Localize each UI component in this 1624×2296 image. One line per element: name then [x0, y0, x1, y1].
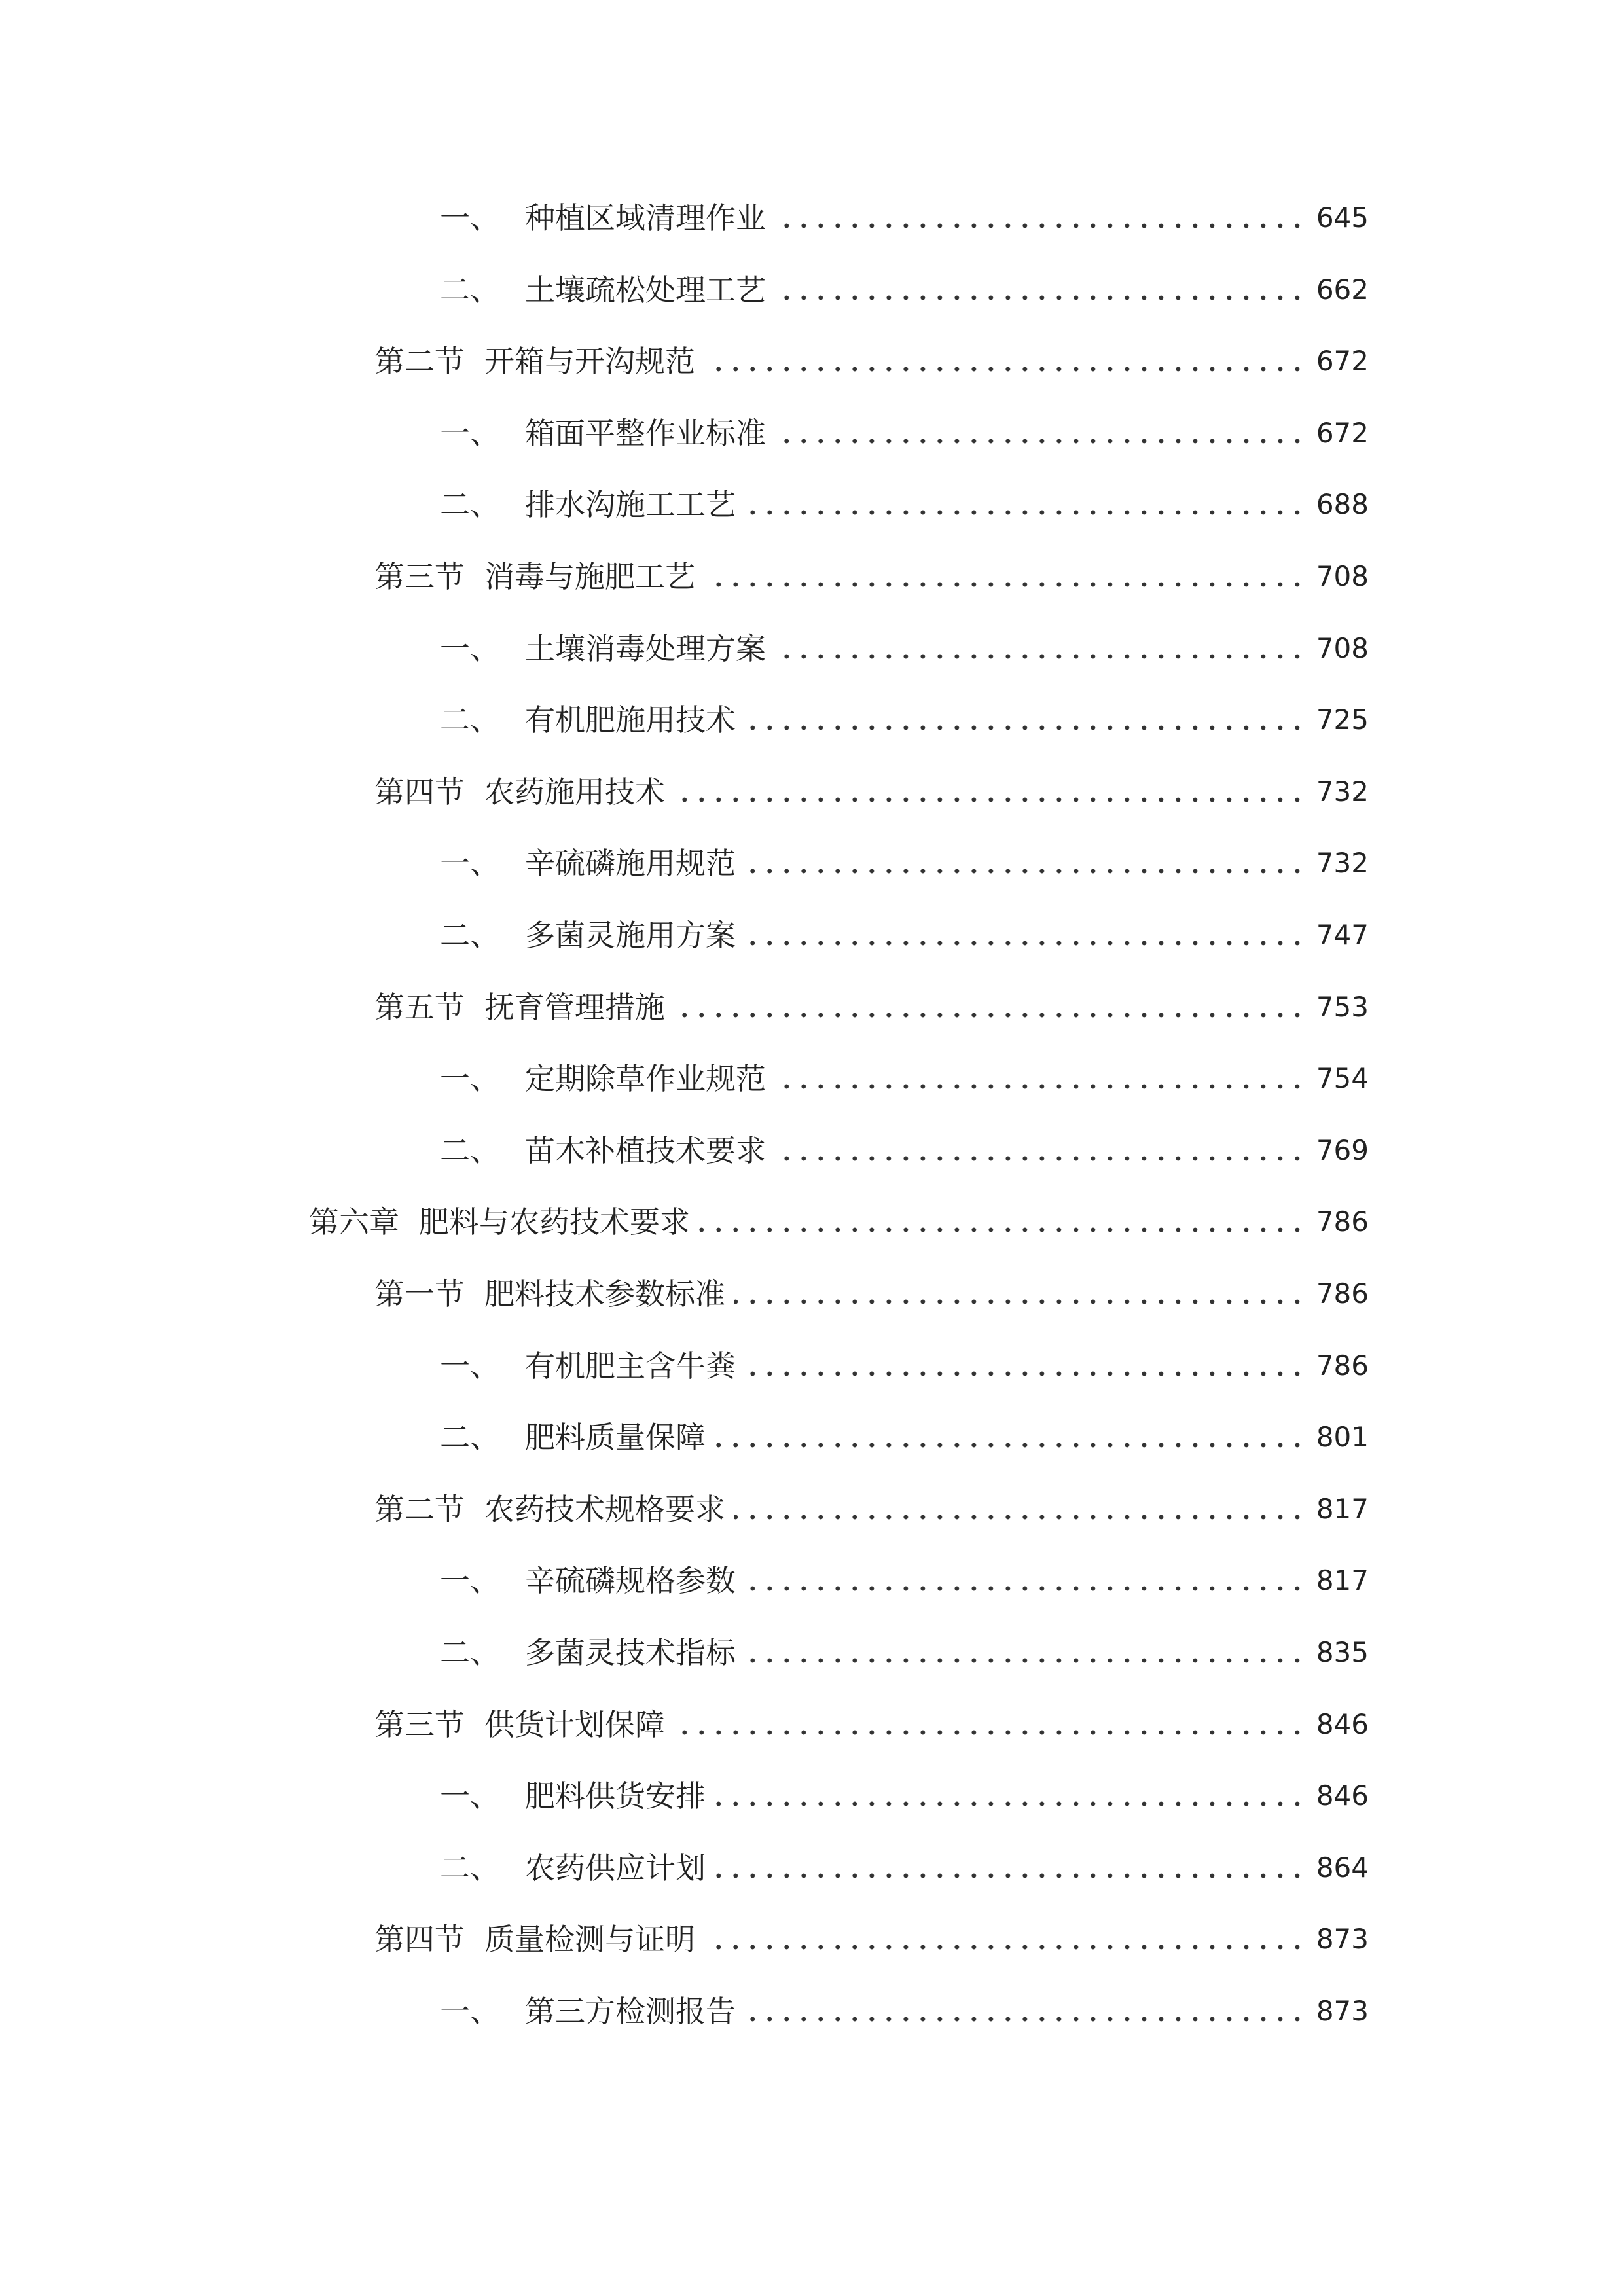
toc-entry-title: 土壤消毒处理方案 [525, 630, 766, 666]
toc-entry-title: 土壤疏松处理工艺 [525, 272, 766, 308]
toc-entry-page-number: 769 [1316, 1134, 1369, 1166]
toc-entry[interactable] [440, 254, 1369, 326]
toc-entry-number: 一、 [440, 1061, 500, 1097]
toc-entry-title: 排水沟施工工艺 [525, 487, 736, 523]
toc-entry-number: 二、 [440, 1420, 500, 1456]
dot-leader [745, 1657, 1306, 1664]
toc-entry[interactable] [440, 182, 1369, 254]
toc-entry-number: 一、 [440, 1348, 500, 1384]
dot-leader [674, 796, 1306, 804]
toc-entry-title: 质量检测与证明 [484, 1922, 695, 1958]
toc-entry-page-number: 747 [1316, 919, 1369, 951]
toc-entry-title: 农药技术规格要求 [484, 1491, 725, 1527]
toc-entry-page-number: 672 [1316, 416, 1369, 449]
toc-entry-number: 二、 [440, 1850, 500, 1886]
toc-entry-number: 第五节 [374, 989, 465, 1025]
toc-entry-number: 第二节 [374, 344, 465, 380]
toc-entry-number: 一、 [440, 200, 500, 236]
dot-leader [715, 1800, 1306, 1808]
toc-entry-title: 第三方检测报告 [525, 1994, 736, 2029]
dot-leader [775, 294, 1306, 302]
dot-leader [745, 1585, 1306, 1592]
toc-entry-title: 有机肥施用技术 [525, 702, 736, 738]
toc-entry[interactable] [374, 1473, 1369, 1545]
toc-entry[interactable] [374, 541, 1369, 613]
toc-entry-page-number: 688 [1316, 488, 1369, 521]
dot-leader [704, 1943, 1306, 1951]
toc-entry[interactable] [440, 684, 1369, 756]
toc-entry[interactable] [309, 1186, 1369, 1258]
toc-entry[interactable] [440, 1401, 1369, 1473]
toc-entry[interactable] [374, 325, 1369, 397]
dot-leader [674, 1011, 1306, 1019]
toc-entry-title: 辛硫磷规格参数 [525, 1563, 736, 1599]
toc-entry-number: 二、 [440, 1635, 500, 1670]
toc-entry-number: 第六章 [309, 1204, 399, 1240]
dot-leader [674, 1729, 1306, 1736]
dot-leader [775, 653, 1306, 660]
dot-leader [745, 724, 1306, 732]
toc-entry-number: 第三节 [374, 1706, 465, 1742]
toc-entry-number: 一、 [440, 846, 500, 882]
toc-entry-number: 一、 [440, 415, 500, 451]
toc-entry[interactable] [440, 1975, 1369, 2047]
dot-leader [745, 939, 1306, 947]
toc-entry-number: 二、 [440, 487, 500, 523]
toc-entry-number: 第四节 [374, 1922, 465, 1958]
toc-entry-number: 二、 [440, 1132, 500, 1168]
toc-entry-page-number: 662 [1316, 273, 1369, 306]
toc-entry-page-number: 708 [1316, 632, 1369, 664]
dot-leader [715, 1441, 1306, 1449]
dot-leader [775, 437, 1306, 445]
toc-entry-page-number: 864 [1316, 1851, 1369, 1884]
toc-entry[interactable] [440, 1832, 1369, 1904]
toc-entry-number: 第二节 [374, 1491, 465, 1527]
toc-entry-number: 第三节 [374, 559, 465, 594]
dot-leader [775, 1083, 1306, 1090]
toc-entry[interactable] [374, 971, 1369, 1043]
toc-entry-title: 农药供应计划 [525, 1850, 706, 1886]
toc-entry-title: 肥料供货安排 [525, 1778, 706, 1814]
toc-entry[interactable] [374, 1903, 1369, 1975]
toc-entry-page-number: 645 [1316, 202, 1369, 234]
dot-leader [704, 581, 1306, 588]
toc-entry-title: 箱面平整作业标准 [525, 415, 766, 451]
toc-entry-number: 第一节 [374, 1276, 465, 1312]
toc-entry-title: 抚育管理措施 [484, 989, 665, 1025]
toc-entry-page-number: 732 [1316, 775, 1369, 808]
toc-entry-number: 二、 [440, 272, 500, 308]
dot-leader [715, 1872, 1306, 1880]
toc-entry[interactable] [440, 1545, 1369, 1617]
toc-entry[interactable] [440, 899, 1369, 971]
toc-entry[interactable] [440, 1760, 1369, 1832]
toc-entry-title: 定期除草作业规范 [525, 1061, 766, 1097]
toc-entry[interactable] [440, 827, 1369, 899]
toc-entry-title: 肥料与农药技术要求 [419, 1204, 690, 1240]
dot-leader [704, 365, 1306, 373]
toc-entry-number: 第四节 [374, 774, 465, 810]
toc-entry-title: 有机肥主含牛粪 [525, 1348, 736, 1384]
toc-entry[interactable] [440, 1043, 1369, 1115]
toc-entry-page-number: 725 [1316, 704, 1369, 736]
toc-entry[interactable] [440, 469, 1369, 541]
dot-leader [745, 867, 1306, 875]
toc-entry[interactable] [440, 613, 1369, 685]
toc-entry-number: 一、 [440, 1563, 500, 1599]
dot-leader [745, 509, 1306, 516]
toc-entry[interactable] [374, 1689, 1369, 1761]
toc-entry-page-number: 786 [1316, 1278, 1369, 1310]
toc-entry-page-number: 786 [1316, 1206, 1369, 1238]
toc-entry-number: 二、 [440, 702, 500, 738]
toc-entry-page-number: 873 [1316, 1995, 1369, 2027]
toc-entry-title: 肥料质量保障 [525, 1420, 706, 1456]
toc-entry[interactable] [374, 756, 1369, 828]
toc-entry-title: 肥料技术参数标准 [484, 1276, 725, 1312]
toc-entry-title: 辛硫磷施用规范 [525, 846, 736, 882]
toc-entry-title: 种植区域清理作业 [525, 200, 766, 236]
toc-entry-page-number: 786 [1316, 1349, 1369, 1382]
toc-entry-number: 一、 [440, 1994, 500, 2029]
dot-leader [745, 1370, 1306, 1378]
toc-entry-page-number: 817 [1316, 1492, 1369, 1525]
toc-entry-title: 消毒与施肥工艺 [484, 559, 695, 594]
toc-entry-page-number: 846 [1316, 1708, 1369, 1740]
dot-leader [734, 1513, 1306, 1521]
toc-entry[interactable] [374, 1258, 1369, 1330]
toc-entry-page-number: 672 [1316, 345, 1369, 378]
dot-leader [775, 222, 1306, 230]
toc-entry-page-number: 835 [1316, 1636, 1369, 1668]
toc-entry-page-number: 801 [1316, 1421, 1369, 1454]
toc-entry-page-number: 846 [1316, 1780, 1369, 1812]
toc-entry-title: 多菌灵施用方案 [525, 918, 736, 953]
toc-entry-page-number: 753 [1316, 990, 1369, 1023]
toc-entry-title: 多菌灵技术指标 [525, 1635, 736, 1670]
toc-entry-title: 供货计划保障 [484, 1706, 665, 1742]
toc-entry-number: 一、 [440, 630, 500, 666]
toc-entry[interactable] [440, 1115, 1369, 1187]
dot-leader [734, 1298, 1306, 1306]
toc-entry[interactable] [440, 1330, 1369, 1402]
dot-leader [699, 1226, 1306, 1234]
toc-entry-page-number: 754 [1316, 1062, 1369, 1095]
toc-entry-title: 苗木补植技术要求 [525, 1132, 766, 1168]
toc-entry-number: 二、 [440, 918, 500, 953]
toc-entry-page-number: 873 [1316, 1923, 1369, 1956]
toc-entry-title: 农药施用技术 [484, 774, 665, 810]
toc-entry-page-number: 732 [1316, 847, 1369, 880]
dot-leader [745, 2015, 1306, 2023]
toc-entry[interactable] [440, 397, 1369, 469]
toc-entry-title: 开箱与开沟规范 [484, 344, 695, 380]
toc-entry-page-number: 817 [1316, 1564, 1369, 1597]
toc-entry-number: 一、 [440, 1778, 500, 1814]
dot-leader [775, 1155, 1306, 1162]
toc-entry[interactable] [440, 1617, 1369, 1689]
toc-entry-page-number: 708 [1316, 560, 1369, 592]
